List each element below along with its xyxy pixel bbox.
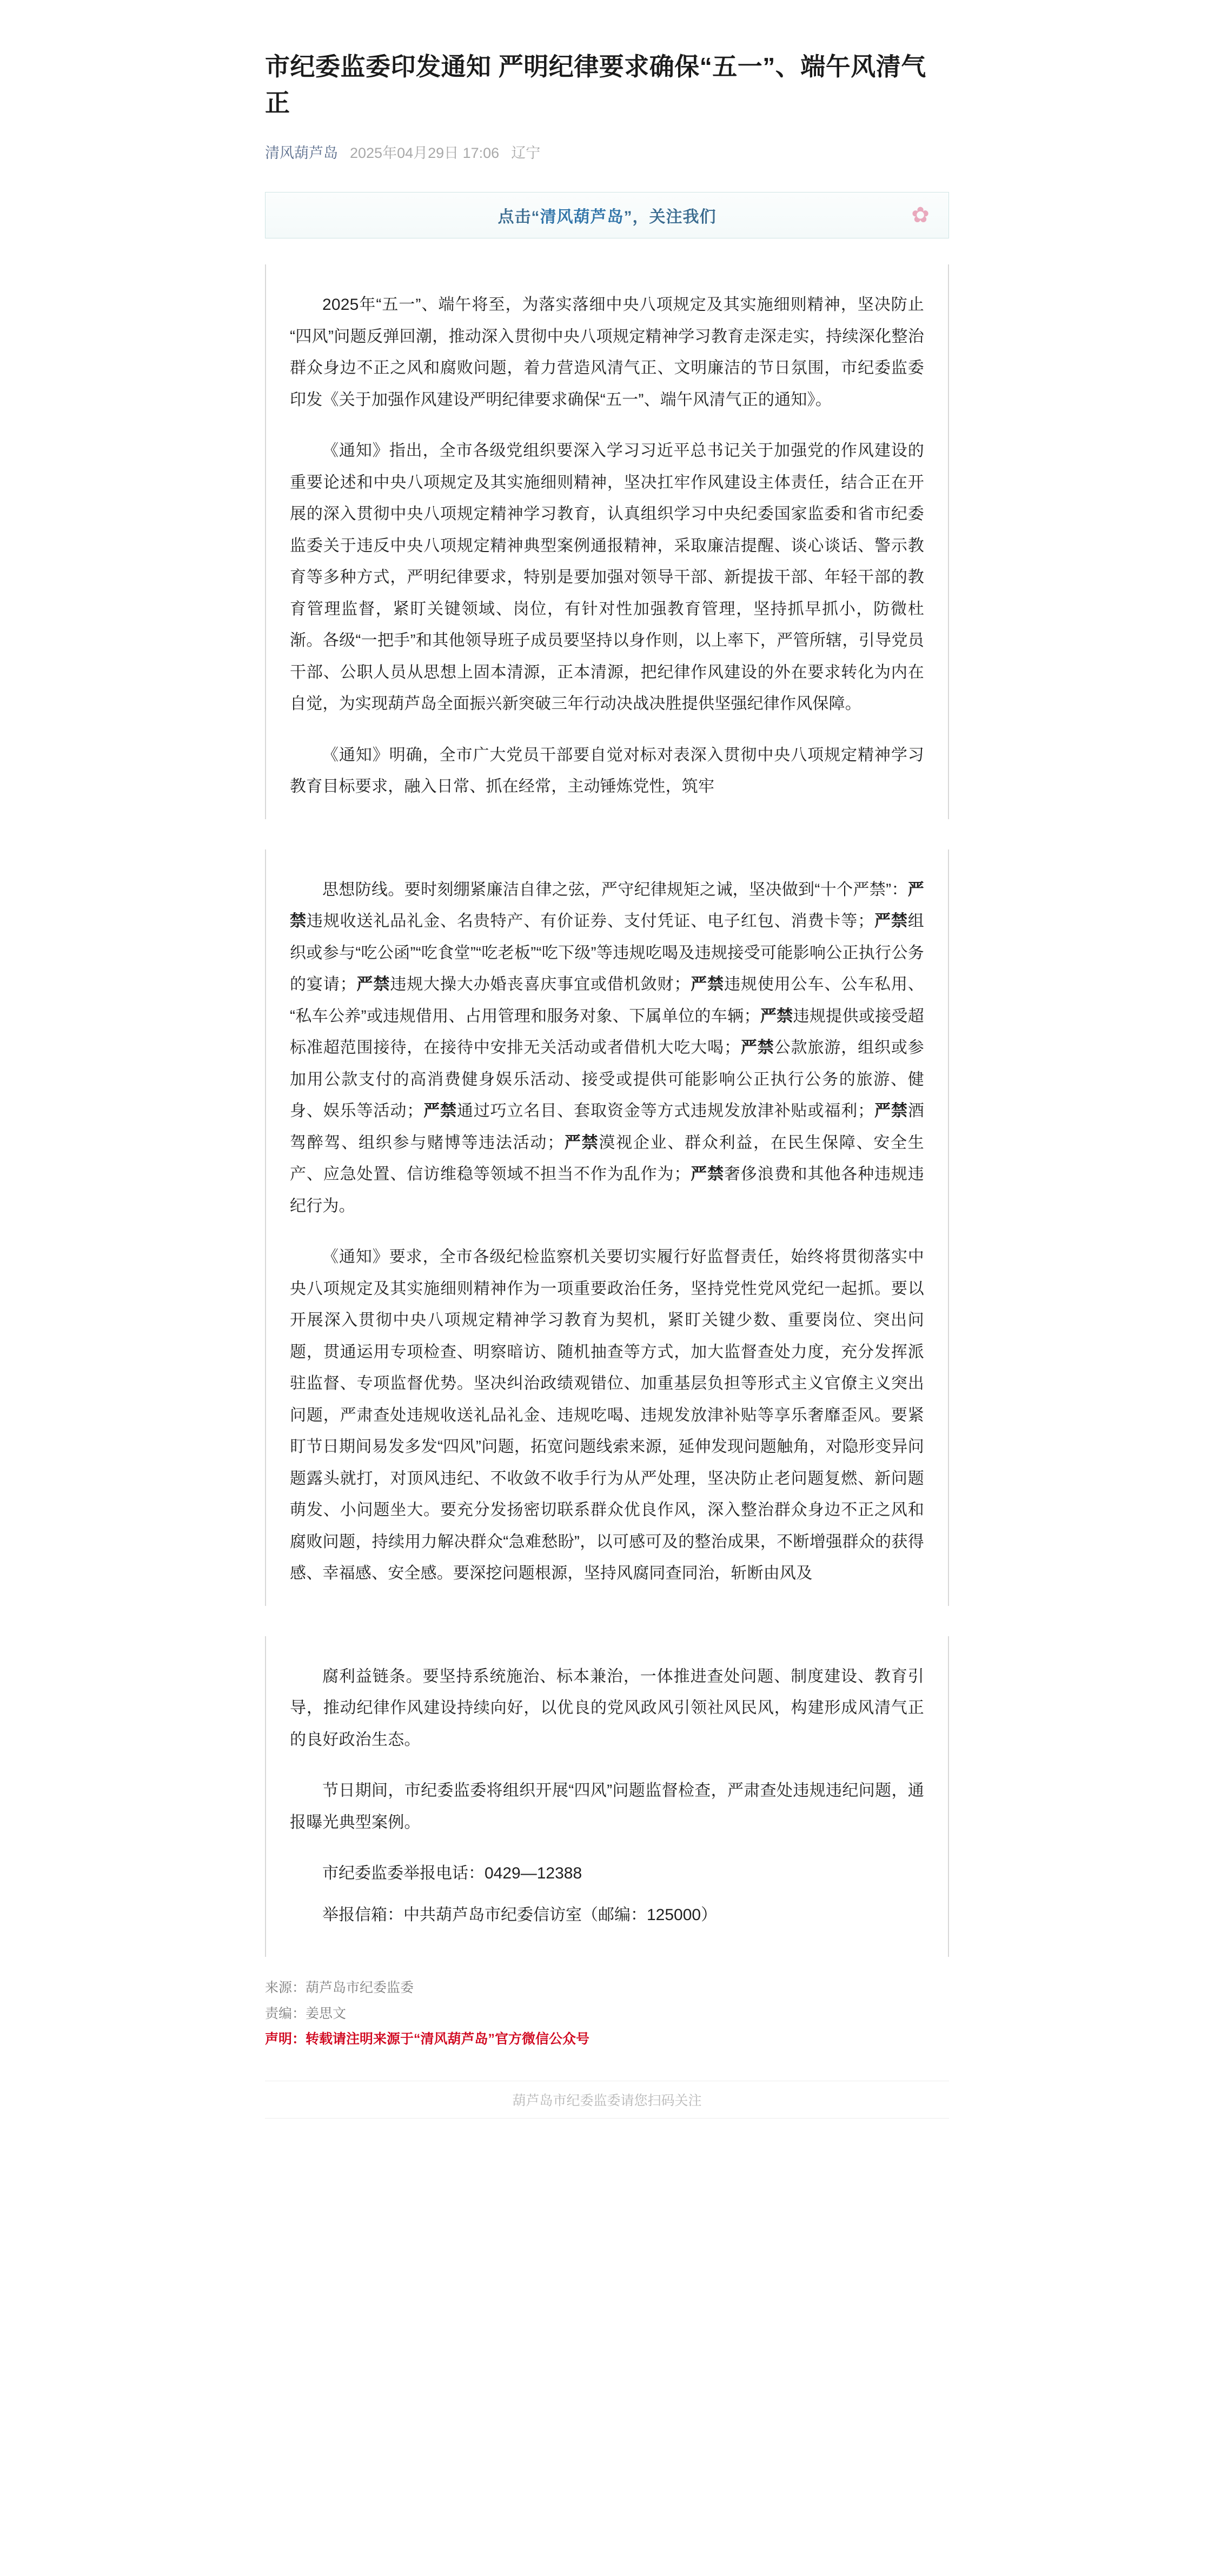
article-meta (0, 141, 1214, 162)
account-name[interactable]: 清风葫芦岛 (265, 145, 338, 162)
bottom-spacer (0, 2119, 1214, 2497)
block-divider (0, 1606, 1214, 1636)
paragraph: 节日期间，市纪委监委将组织开展“四风”问题监督检查，严肃查处违规违纪问题，通报曝光典型案例。 (290, 1782, 924, 1831)
content-block-three (265, 1636, 949, 1957)
content-block-two (265, 849, 949, 1606)
page-title: 市纪委监委印发通知 严明纪律要求确保“五一”、端午风清气正 (265, 52, 926, 117)
lotus-icon: ✿ (911, 203, 930, 228)
source-line: 来源：葫芦岛市纪委监委 (265, 1980, 414, 1996)
follow-banner-text (498, 203, 717, 227)
editor-line: 责编：姜思文 (265, 2006, 347, 2021)
paragraph: 2025年“五一”、端午将至，为落实落细中央八项规定及其实施细则精神，坚决防止“四风”问题反弹回潮，推动深入贯彻中央八项规定精神学习教育走深走实，持续深化整治群众身边不正之风和腐败问题，着力营造风清气正、文明廉洁的节日氛围，市纪委监委印发《关于加强作风建设严明纪律要求确保“五一”、端午风清气正的通知》。 (290, 296, 924, 409)
publish-location: 辽宁 (511, 145, 541, 162)
follow-banner[interactable] (265, 192, 949, 238)
block-divider (0, 819, 1214, 849)
article-footer (265, 1975, 949, 2058)
follow-suffix: ”，关注我们 (623, 208, 717, 227)
paragraph: 思想防线。要时刻绷紧廉洁自律之弦，严守纪律规矩之诫，坚决做到“十个严禁”：严禁违规收送礼品礼金、名贵特产、有价证券、支付凭证、电子红包、消费卡等；严禁组织或参与“吃公函”“吃食堂”“吃老板”“吃下级”等违规吃喝及违规接受可能影响公正执行公务的宴请；严禁违规大操大办婚丧喜庆事宜或借机敛财；严禁违规使用公车、公车私用、“私车公养”或违规借用、占用管理和服务对象、下属单位的车辆；严禁违规提供或接受超标准超范围接待，在接待中安排无关活动或者借机大吃大喝；严禁公款旅游，组织或参加用公款支付的高消费健身娱乐活动、接受或提供可能影响公正执行公务的旅游、健身、娱乐等活动；严禁通过巧立名目、套取资金等方式违规发放津补贴或福利；严禁酒驾醉驾、组织参与赌博等违法活动；严禁漠视企业、群众利益，在民生保障、安全生产、应急处置、信访维稳等领域不担当不作为乱作为；严禁奢侈浪费和其他各种违规违纪行为。 (290, 880, 925, 1215)
paragraph: 《通知》明确，全市广大党员干部要自觉对标对表深入贯彻中央八项规定精神学习教育目标要求，融入日常、抓在经常，主动锤炼党性，筑牢 (290, 746, 924, 796)
paragraph: 《通知》指出，全市各级党组织要深入学习习近平总书记关于加强党的作风建设的重要论述和中央八项规定及其实施细则精神，坚决扛牢作风建设主体责任，结合正在开展的深入贯彻中央八项规定精神学习教育，认真组织学习中央纪委国家监委和省市纪委监委关于违反中央八项规定精神典型案例通报精神，采取廉洁提醒、谈心谈话、警示教育等多种方式，严明纪律要求，特别是要加强对领导干部、新提拔干部、年轻干部的教育管理监督，紧盯关键领域、岗位，有针对性加强教育管理，坚持抓早抓小，防微杜渐。各级“一把手”和其他领导班子成员要坚持以身作则，以上率下，严管所辖，引导党员干部、公职人员从思想上固本清源，正本清源，把纪律作风建设的外在要求转化为内在自觉，为实现葫芦岛全面振兴新突破三年行动决战决胜提供坚强纪律作风保障。 (290, 442, 924, 713)
declaration-line: 声明：转载请注明来源于“清风葫芦岛”官方微信公众号 (265, 2031, 590, 2047)
qr-follow-note: 葫芦岛市纪委监委请您扫码关注 (265, 2081, 949, 2119)
report-mailbox: 举报信箱：中共葫芦岛市纪委信访室（邮编：125000） (322, 1906, 718, 1924)
paragraph: 《通知》要求，全市各级纪检监察机关要切实履行好监督责任，始终将贯彻落实中央八项规定及其实施细则精神作为一项重要政治任务，坚持党性党风党纪一起抓。要以开展深入贯彻中央八项规定精神学习教育为契机，紧盯关键少数、重要岗位、突出问题，贯通运用专项检查、明察暗访、随机抽查等方式，加大监督查处力度，充分发挥派驻监督、专项监督优势。坚决纠治政绩观错位、加重基层负担等形式主义官僚主义突出问题，严肃查处违规收送礼品礼金、违规吃喝、违规发放津补贴等享乐奢靡歪风。要紧盯节日期间易发多发“四风”问题，拓宽问题线索来源，延伸发现问题触角，对隐形变异问题露头就打，对顶风违纪、不收敛不收手行为从严处理，坚决防止老问题复燃、新问题萌发、小问题坐大。要充分发扬密切联系群众优良作风，深入整治群众身边不正之风和腐败问题，持续用力解决群众“急难愁盼”，以可感可及的整治成果，不断增强群众的获得感、幸福感、安全感。要深挖问题根源，坚持风腐同查同治，斩断由风及 (290, 1248, 924, 1583)
content-block-one (265, 264, 949, 819)
follow-account-name[interactable]: 清风葫芦岛 (540, 208, 624, 227)
publish-date: 2025年04月29日 17:06 (350, 145, 500, 162)
follow-prefix: 点击“ (497, 208, 540, 227)
paragraph: 腐利益链条。要坚持系统施治、标本兼治，一体推进查处问题、制度建设、教育引导，推动纪律作风建设持续向好，以优良的党风政风引领社风民风，构建形成风清气正的良好政治生态。 (290, 1667, 924, 1749)
report-phone: 市纪委监委举报电话：0429—12388 (322, 1864, 582, 1883)
